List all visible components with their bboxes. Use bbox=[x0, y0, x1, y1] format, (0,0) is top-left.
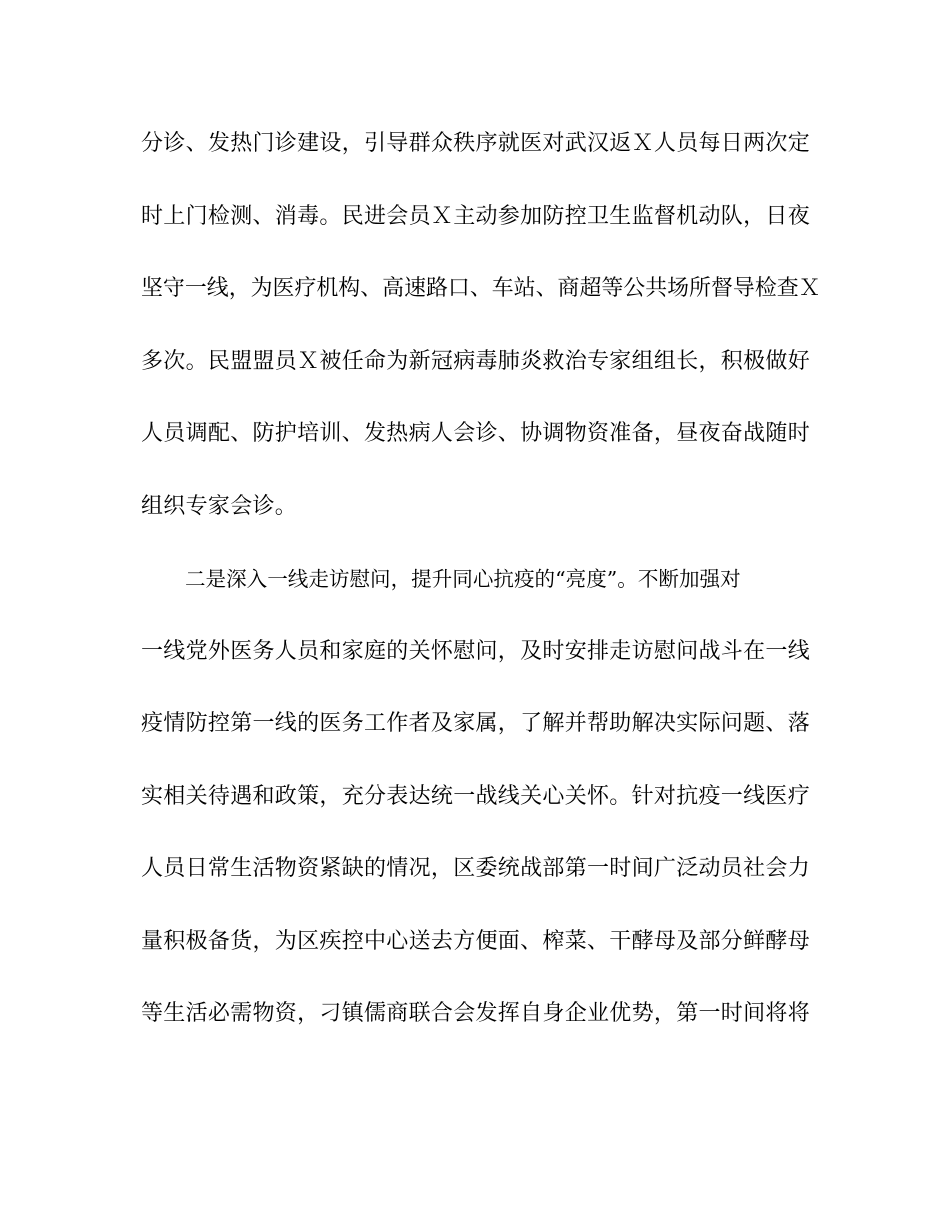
paragraph-line: 人员调配、防护培训、发热病人会诊、协调物资准备，昼夜奋战随时 bbox=[141, 421, 811, 446]
paragraph-line: 疫情防控第一线的医务工作者及家属，了解并帮助解决实际问题、落 bbox=[141, 711, 811, 736]
paragraph-line: 人员日常生活物资紧缺的情况，区委统战部第一时间广泛动员社会力 bbox=[141, 856, 811, 881]
paragraph-line: 坚守一线，为医疗机构、高速路口、车站、商超等公共场所督导检查Ｘ bbox=[141, 276, 821, 301]
paragraph-line: 分诊、发热门诊建设，引导群众秩序就医对武汉返Ｘ人员每日两次定 bbox=[141, 131, 811, 156]
paragraph-line: 时上门检测、消毒。民进会员Ｘ主动参加防控卫生监督机动队，日夜 bbox=[141, 204, 811, 229]
paragraph-line: 等生活必需物资，刁镇儒商联合会发挥自身企业优势，第一时间将将 bbox=[141, 1001, 811, 1026]
paragraph-line: 二是深入一线走访慰问，提升同心抗疫的“亮度”。不断加强对 bbox=[185, 567, 741, 591]
paragraph-line: 组织专家会诊。 bbox=[141, 494, 298, 519]
paragraph-line: 量积极备货，为区疾控中心送去方便面、榨菜、干酵母及部分鲜酵母 bbox=[141, 929, 811, 954]
paragraph-line: 实相关待遇和政策，充分表达统一战线关心关怀。针对抗疫一线医疗 bbox=[141, 784, 811, 809]
paragraph-line: 多次。民盟盟员Ｘ被任命为新冠病毒肺炎救治专家组组长，积极做好 bbox=[141, 349, 811, 374]
paragraph-line: 一线党外医务人员和家庭的关怀慰问，及时安排走访慰问战斗在一线 bbox=[141, 639, 811, 664]
